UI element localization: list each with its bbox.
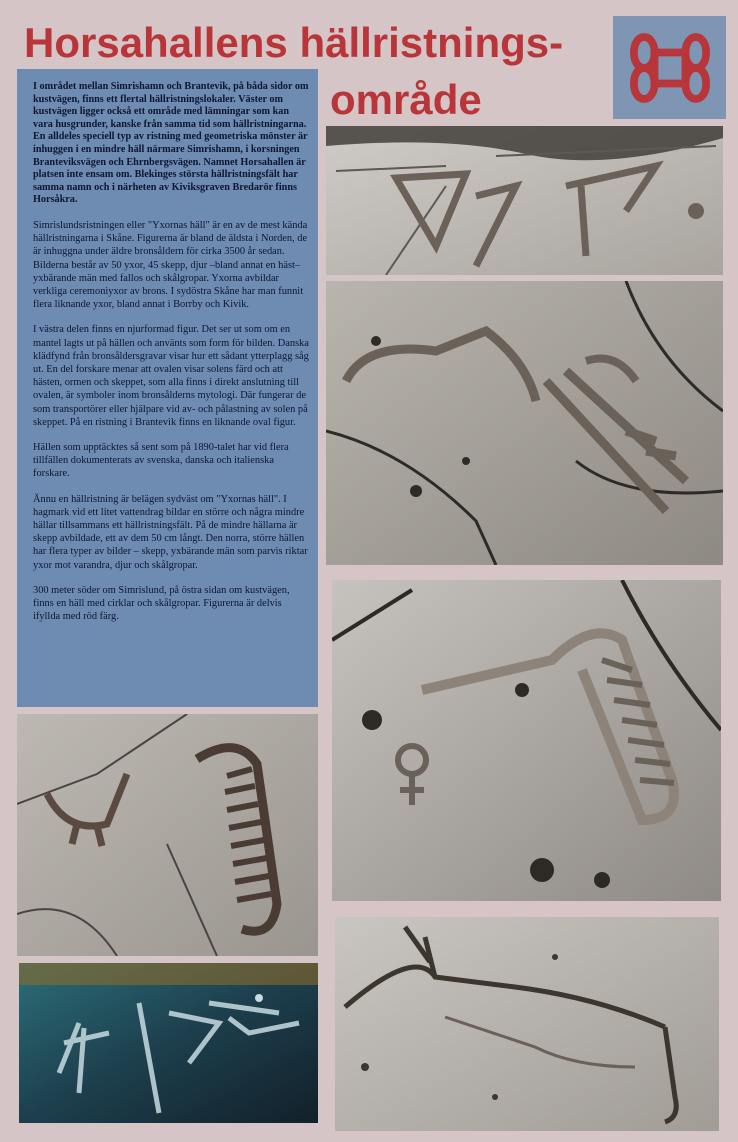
rock-carving-ship-photo: [332, 580, 721, 901]
article-paragraph: 300 meter söder om Simrislund, på östra sidan om kustvägen, finns en häll med cirklar och skålgropar. Figurerna är delvis ifyllda med röd färg.: [33, 584, 290, 623]
rock-carving-ship-animal-photo: [17, 714, 318, 956]
page-title-line1: Horsahallens hällristnings-: [24, 19, 564, 66]
article-paragraph: Ännu en hällristning är belägen sydväst om "Yxornas häll". I hagmark vid ett litet vattendrag bildar en större och några mindre hällar tillsammans ett hällristningsfält. På de mindre hällarna är skepp avbildade, ett av dem 50 cm långt. Den norra, större hällen har flera typer av bilder – skepp, yxbärande män som parvis riktar yxor mot varandra, djur och skålgropar.: [33, 493, 308, 571]
emblem: [613, 16, 726, 119]
rock-carving-painted-figures-photo: [19, 963, 318, 1123]
bowen-knot-icon: [624, 25, 716, 111]
rock-carving-axe-bearer-photo: [326, 281, 723, 565]
article-paragraph: Simrislundsristningen eller "Yxornas häll" är en av de mest kända hällristningarna i Skåne. Figurerna är bland de äldsta i Norden, de är inhuggna under äldre bronsåldern för cirka 3500 år sedan. Bilderna består av 50 yxor, 45 skepp, djur –bland annat en häst– yxbärande män med fallos och skålgropar. Yxorna avbildar verkliga ceremoniyxor av brons. I sydöstra Skåne har man funnit flera liknande yxor, bland annat i Borrby och Kivik.: [33, 219, 308, 311]
article-paragraph: Hällen som upptäcktes så sent som på 1890-talet har vid flera tillfällen dokumenterats av svenska, danska och italienska forskare.: [33, 441, 289, 480]
article-paragraph: I västra delen finns en njurformad figur. Det ser ut som om en mantel lagts ut på hällen och använts som form för bilden. Danska klädfynd från bronsåldersgravar visar hur ett sådant ytterplagg såg ut. En del forskare menar att ovalen visar solens färd och att hästen, ormen och skeppet, som alla finns i direkt anslutning till ovalen, är symboler inom bronsålderns mytologi. Där fungerar de som transportörer eller hjälpare vid av- och pålastning av solen på skeppet. På en ristning i Brantevik finns en liknande oval figur.: [33, 324, 309, 428]
rock-carving-horse-photo: [335, 917, 719, 1131]
rock-carving-axes-photo: [326, 126, 723, 275]
article-text: [17, 69, 318, 707]
article-paragraph: I området mellan Simrishamn och Brantevik, på båda sidor om kustvägen, finns ett flertal hällristningslokaler. Väster om kustvägen ligger också ett område med lämningar som kan vara husgrunder, kanske från samma tid som hällristningarna. En alldeles speciell typ av ristning med geometriska mönster är inhuggen i en mindre häll närmare Simrishamn, i korsningen Branteviksvägen och Ehrnbergsvägen. Namnet Horsahallen är platsen inte ensam om. Blekinges största hällristningsfält har samma namn och i närheten av Kiviksgraven Bredarör finns Horsåkra.: [33, 81, 309, 206]
page-title-line2: område: [330, 76, 482, 123]
